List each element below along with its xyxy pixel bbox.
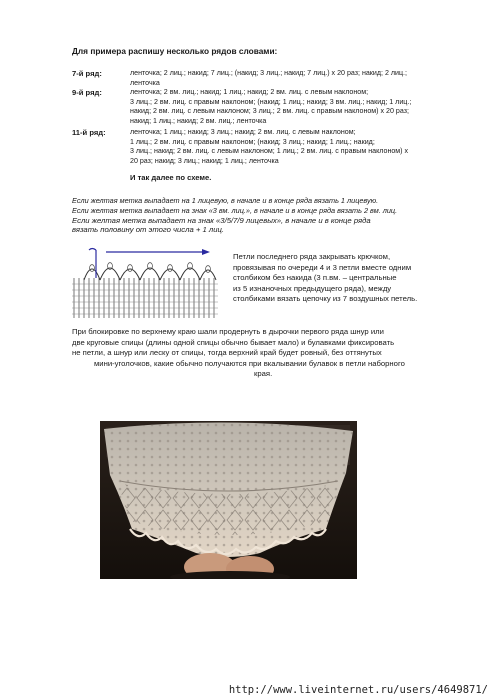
bindoff-line: провязывая по очереди 4 и 3 петли вместе одним — [233, 262, 412, 272]
row-line: накид; 1 лиц.; накид; 2 вм. лиц.; ленточка — [130, 116, 267, 125]
blocking-line: две круговые спицы (длины одной спицы обычно бывает мало) и булавками фиксировать — [72, 337, 395, 347]
crochet-bindoff-diagram — [70, 244, 220, 319]
note-line: Если желтая метка выпадает на знак «3 вм. лиц.», в начале и в конце ряда вязать 2 вм. лиц. — [72, 205, 398, 215]
section-heading: Для примера распишу несколько рядов словами: — [72, 46, 278, 56]
row-line: 20 раз; накид; 3 лиц.; накид; 1 лиц.; ленточка — [130, 156, 279, 165]
bindoff-line: Петли последнего ряда закрывать крючком, — [233, 252, 391, 261]
row-line: ленточка; 1 лиц.; накид; 3 лиц.; накид; 2 вм. лиц. с левым наклоном; — [130, 128, 356, 136]
note-line: вязать половину от этого числа + 1 лиц. — [72, 225, 225, 235]
row-instructions-9 — [130, 88, 460, 126]
row-line: ленточка; 2 лиц.; накид; 7 лиц.; (накид; 3 лиц.; накид; 7 лиц.) х 20 раз; накид; 2 лиц.; — [130, 69, 407, 77]
note-line: Если желтая метка выпадает на знак «3/5/7/9 лицевых», в начале и в конце ряда — [72, 215, 371, 225]
blocking-instructions — [72, 327, 452, 380]
row-line: 3 лиц.; накид; 2 вм. лиц. с левым наклоном; 1 лиц.; 2 вм. лиц. с правым наклоном) х — [130, 147, 409, 156]
row-line: накид; 2 вм. лиц. с левым наклоном; 3 лиц.; 2 вм. лиц. с правым наклоном) х 20 раз; — [130, 107, 409, 116]
source-url-watermark: http://www.liveinternet.ru/users/4649871/ — [228, 684, 488, 696]
bindoff-line: столбиками вязать цепочку из 7 воздушных петель. — [233, 294, 418, 304]
and-so-on-text: И так далее по схеме. — [130, 173, 212, 182]
row-instructions-7 — [130, 69, 460, 88]
row-label-11: 11-й ряд: — [72, 128, 106, 137]
blocking-line: мини-уголочков, какие обычно получаются при вкалывании булавок в петли наборного — [94, 358, 405, 368]
yellow-marker-notes — [72, 196, 452, 235]
bindoff-instructions — [233, 252, 448, 305]
row-instructions-11 — [130, 128, 460, 166]
bindoff-line: из 5 изнаночных предыдущего ряда), между — [233, 283, 392, 293]
row-label-7: 7-й ряд: — [72, 69, 102, 78]
blocking-line: края. — [254, 369, 273, 379]
row-line: 3 лиц.; 2 вм. лиц. с правым наклоном; (накид; 1 лиц.; накид; 3 вм. лиц.; накид; 1 лиц.; — [130, 97, 412, 106]
row-label-9: 9-й ряд: — [72, 88, 102, 97]
lace-shawl-photo — [100, 421, 357, 579]
blocking-line: не петли, а шнур или леску от спицы, тогда верхний край будет ровный, без оттянутых — [72, 348, 382, 358]
row-line: 1 лиц.; 2 вм. лиц. с правым наклоном; (накид; 3 лиц.; накид; 1 лиц.; накид; — [130, 137, 375, 146]
row-line: ленточка — [130, 78, 160, 87]
note-line: Если желтая метка выпадает на 1 лицевую, в начале и в конце ряда вязать 1 лицевую. — [72, 196, 379, 205]
bindoff-line: столбиком без накида (3 п.вм. – центральные — [233, 273, 397, 283]
row-line: ленточка; 2 вм. лиц.; накид; 1 лиц.; накид; 2 вм. лиц. с левым наклоном; — [130, 88, 369, 96]
blocking-line: При блокировке по верхнему краю шали продернуть в дырочки первого ряда шнур или — [72, 327, 384, 336]
